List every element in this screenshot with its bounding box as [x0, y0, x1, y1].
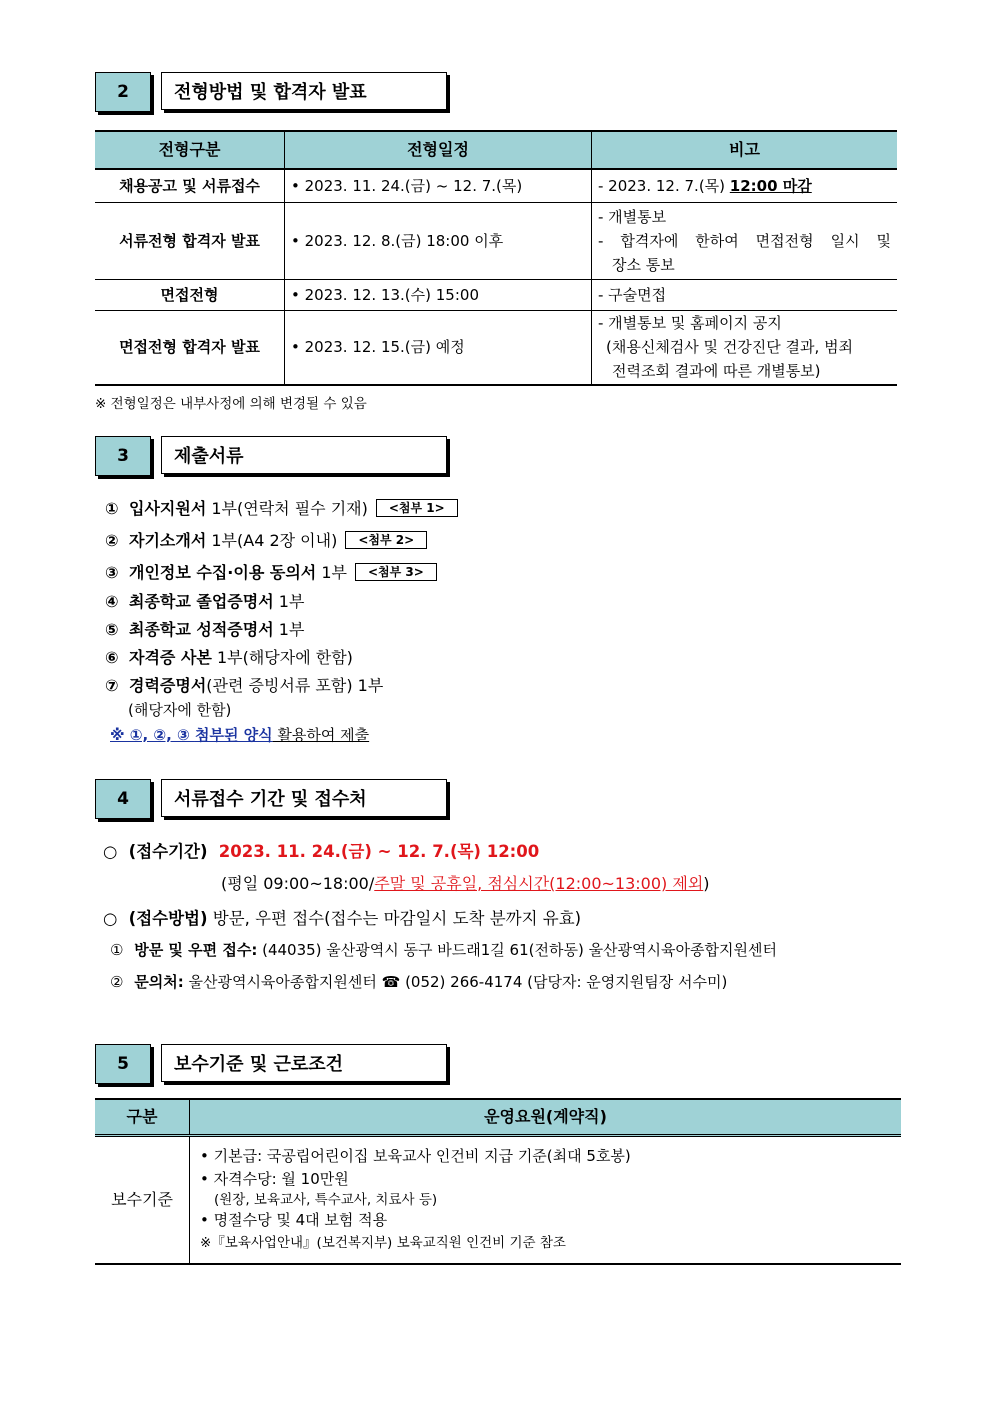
note-line: - 개별통보	[598, 207, 667, 226]
method-value: 방문, 우편 접수(접수는 마감일시 도착 분까지 유효)	[207, 909, 582, 928]
section-3-title: 제출서류	[161, 436, 447, 474]
item-number: ②	[105, 531, 119, 550]
header-stage: 전형구분	[95, 131, 285, 169]
section-4-title: 서류접수 기간 및 접수처	[161, 779, 447, 817]
note-line: - 합격자에 한하여 면접전형 일시 및	[598, 231, 891, 250]
document-item	[105, 528, 427, 551]
period-value: 2023. 11. 24.(금) ~ 12. 7.(목) 12:00	[218, 842, 540, 861]
item-number: ①	[110, 941, 124, 959]
item-7-continuation: (해당자에 한함)	[128, 701, 232, 719]
salary-line: (원장, 보육교사, 특수교사, 치료사 등)	[214, 1192, 438, 1208]
header-position: 운영요원(계약직)	[190, 1099, 902, 1136]
table-row	[95, 1136, 901, 1265]
bullet: ○	[103, 842, 118, 861]
note-line: (채용신체검사 및 건강진단 결과, 범죄	[606, 338, 854, 357]
item-detail: 1부	[273, 592, 305, 611]
item-detail: 1부	[273, 620, 305, 639]
table-row	[95, 279, 897, 310]
attachment-tag: <첨부 3>	[355, 563, 437, 581]
attachment-note	[110, 724, 369, 745]
document-item	[105, 589, 304, 612]
section-5-title: 보수기준 및 근로조건	[161, 1044, 447, 1082]
note-line: - 개별통보 및 홈페이지 공지	[598, 314, 782, 333]
schedule-footnote: ※ 전형일정은 내부사정에 의해 변경될 수 있음	[95, 396, 367, 412]
bullet: ○	[103, 909, 118, 928]
item-detail: 1부(연락처 필수 기재)	[206, 499, 368, 518]
item-number: ②	[110, 973, 124, 991]
document-item	[105, 645, 353, 668]
application-hours	[221, 871, 710, 894]
section-2-title: 전형방법 및 합격자 발표	[161, 72, 447, 110]
date-cell: • 2023. 11. 24.(금) ~ 12. 7.(목)	[285, 169, 592, 202]
table-row	[95, 202, 897, 279]
item-number: ④	[105, 592, 119, 611]
section-2-number: 2	[95, 72, 151, 112]
visit-value: (44035) 울산광역시 동구 바드래1길 61(전하동) 울산광역시육아종합지원센터	[257, 941, 777, 959]
note-line: 장소 통보	[612, 255, 675, 274]
contact-label: 문의처:	[134, 973, 184, 991]
item-number: ⑤	[105, 620, 119, 639]
header-note: 비고	[592, 131, 898, 169]
document-item	[105, 673, 383, 696]
table-row	[95, 310, 897, 385]
application-period	[103, 838, 539, 862]
table-row	[95, 169, 897, 202]
item-detail: 1부(해당자에 한함)	[211, 648, 353, 667]
row-label: 보수기준	[95, 1136, 190, 1265]
salary-details	[190, 1136, 902, 1265]
item-number: ①	[105, 499, 119, 518]
item-number: ③	[105, 563, 119, 582]
item-detail: (관련 증빙서류 포함) 1부	[206, 676, 384, 695]
note-suffix: 활용하여 제출	[272, 726, 370, 744]
note-line: - 구술면접	[598, 285, 667, 304]
document-item	[105, 617, 304, 640]
section-4-number: 4	[95, 779, 151, 819]
item-number: ⑥	[105, 648, 119, 667]
item-name: 자기소개서	[129, 531, 207, 550]
note-cell	[592, 310, 898, 385]
section-3-number: 3	[95, 436, 151, 476]
method-label: (접수방법)	[128, 909, 208, 928]
contact-value: 울산광역시육아종합지원센터 ☎ (052) 266-4174 (담당자: 운영지원팀장 서수미)	[183, 973, 728, 991]
date-cell: • 2023. 12. 13.(수) 15:00	[285, 279, 592, 310]
item-number: ⑦	[105, 676, 119, 695]
schedule-table	[95, 130, 897, 386]
salary-line: • 기본급: 국공립어린이집 보육교사 인건비 지급 기준(최대 5호봉)	[200, 1147, 631, 1165]
table-header-row	[95, 131, 897, 169]
deadline-text: 12:00 마감	[729, 176, 812, 195]
note-cell	[592, 279, 898, 310]
salary-line: • 명절수당 및 4대 보험 적용	[200, 1211, 388, 1229]
note-text: - 2023. 12. 7.(목)	[598, 176, 730, 195]
salary-table	[95, 1098, 901, 1265]
stage-cell: 서류전형 합격자 발표	[95, 202, 285, 279]
attachment-tag: <첨부 1>	[376, 499, 458, 517]
attachment-tag: <첨부 2>	[345, 531, 427, 549]
visit-label: 방문 및 우편 접수:	[134, 941, 258, 959]
note-cell	[592, 202, 898, 279]
header-category: 구분	[95, 1099, 190, 1136]
note-line: 전력조회 결과에 따른 개별통보)	[612, 362, 821, 381]
visit-address	[110, 939, 777, 960]
item-detail: 1부(A4 2장 이내)	[206, 531, 338, 550]
section-5-number: 5	[95, 1044, 151, 1084]
stage-cell: 면접전형	[95, 279, 285, 310]
hours-prefix: (평일 09:00~18:00/	[221, 874, 375, 893]
note-bold: 첨부된 양식	[194, 726, 273, 744]
item-name: 최종학교 성적증명서	[129, 620, 274, 639]
application-method	[103, 905, 581, 929]
hours-suffix: )	[703, 874, 710, 893]
date-cell: • 2023. 12. 8.(금) 18:00 이후	[285, 202, 592, 279]
header-date: 전형일정	[285, 131, 592, 169]
item-name: 개인정보 수집·이용 동의서	[129, 563, 317, 582]
item-name: 자격증 사본	[129, 648, 212, 667]
note-prefix: ※ ①, ②, ③	[110, 726, 195, 744]
item-name: 입사지원서	[129, 499, 207, 518]
table-header-row	[95, 1099, 901, 1136]
contact-info	[110, 971, 727, 992]
document-item	[105, 560, 437, 583]
stage-cell: 면접전형 합격자 발표	[95, 310, 285, 385]
period-label: (접수기간)	[128, 842, 208, 861]
hours-exclusion: 주말 및 공휴일, 점심시간(12:00~13:00) 제외	[374, 874, 704, 893]
salary-line: • 자격수당: 월 10만원	[200, 1170, 349, 1188]
stage-cell: 채용공고 및 서류접수	[95, 169, 285, 202]
item-name: 경력증명서	[129, 676, 207, 695]
note-cell	[592, 169, 898, 202]
date-cell: • 2023. 12. 15.(금) 예정	[285, 310, 592, 385]
document-item	[105, 496, 458, 519]
item-detail: 1부	[316, 563, 347, 582]
salary-line: ※『보육사업안내』(보건복지부) 보육교직원 인건비 기준 참조	[200, 1235, 566, 1251]
item-name: 최종학교 졸업증명서	[129, 592, 274, 611]
